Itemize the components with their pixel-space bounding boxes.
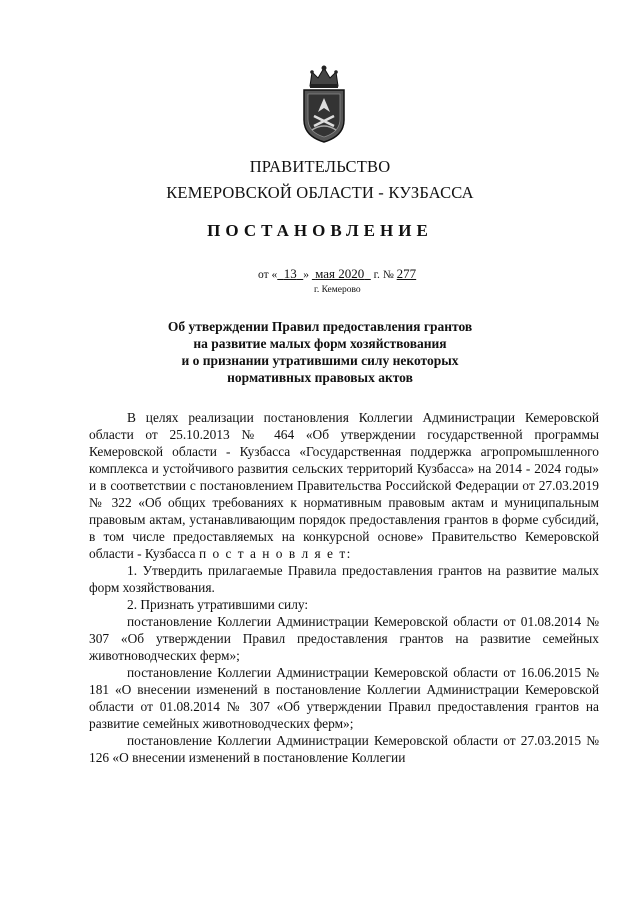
title-line: Об утверждении Правил предоставления грантов (167, 319, 473, 334)
title-line: на развитие малых форм хозяйствования (193, 336, 447, 351)
document-title (0, 318, 640, 386)
repealed-act: постановление Коллегии Администрации Кемеровской области от 01.08.2014 № 307 «Об утверждении Правил предоставления грантов на развитие семейных животноводческих ферм»; (89, 614, 599, 663)
city: г. Кемерово (314, 285, 361, 295)
date-quote-close: » (303, 269, 309, 281)
title-line: нормативных правовых актов (227, 370, 413, 385)
government-name-line1: ПРАВИТЕЛЬСТВО (249, 157, 391, 176)
item-2: 2. Признать утратившими силу: (127, 597, 309, 612)
date-prefix: от « (258, 269, 278, 281)
government-name-line2: КЕМЕРОВСКОЙ ОБЛАСТИ - КУЗБАССА (166, 183, 474, 202)
resolves-word: п о с т а н о в л я е т: (198, 546, 352, 561)
document-number: 277 (396, 266, 417, 281)
date-month-year: мая 2020 (315, 266, 365, 281)
date-day: 13 (283, 266, 297, 281)
preamble-text: В целях реализации постановления Коллегии Администрации Кемеровской области от 25.10.2013 № 464 «Об утверждении государственной программы Кемеровской области - Кузбасса «Государственная поддержка агропромышленного комплекса и устойчивого развития сельских территорий Кузбасса» на 2014 - 2024 годы» и в соответствии с постановлением Правительства Российской Федерации от 27.03.2019 № 322 «Об общих требованиях к нормативным правовым актам и муниципальным правовым актам, устанавливающим порядок предоставления грантов в форме субсидий, в том числе предоставляемых на конкурсной основе» Правительство Кемеровской области - Кузбасса (89, 410, 599, 561)
coat-of-arms-icon (298, 64, 350, 146)
repealed-act: постановление Коллегии Администрации Кемеровской области от 27.03.2015 № 126 «О внесении изменений в постановление Коллегии (89, 733, 599, 765)
preamble-paragraph (89, 409, 599, 562)
item-1: 1. Утвердить прилагаемые Правила предоставления грантов на развитие малых форм хозяйствования. (89, 563, 599, 595)
date-year-suffix: г. (373, 269, 380, 281)
document-body (89, 409, 599, 766)
repealed-act: постановление Коллегии Администрации Кемеровской области от 16.06.2015 № 181 «О внесении изменений в постановление Коллегии Администрации Кемеровской области от 01.08.2014 № 307 «Об утверждении Правил предоставления грантов на развитие семейных животноводческих ферм»; (89, 665, 599, 731)
title-line: и о признании утратившими силу некоторых (181, 353, 459, 368)
document-type: ПОСТАНОВЛЕНИЕ (207, 221, 433, 240)
number-sign: № (382, 269, 394, 281)
date-line (258, 266, 416, 282)
